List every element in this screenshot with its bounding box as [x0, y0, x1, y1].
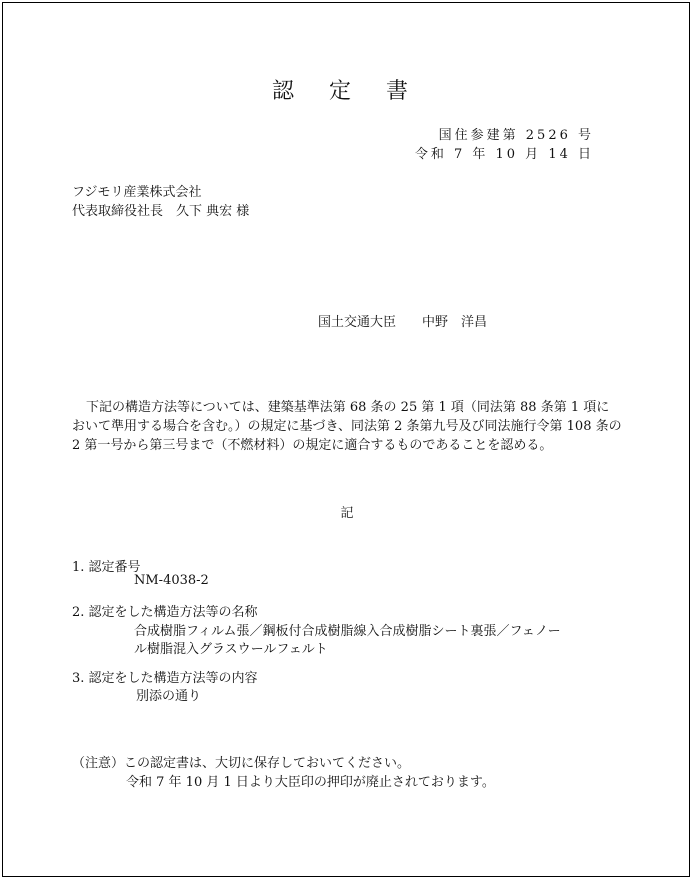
ki-heading: 記: [340, 506, 354, 521]
document-date: 令和 7 年 10 月 14 日: [414, 147, 594, 162]
document-number: 国住参建第 2526 号: [438, 128, 594, 143]
issuer-name: 国土交通大臣 中野 洋昌: [318, 315, 488, 330]
recipient-company: フジモリ産業株式会社: [72, 185, 202, 200]
document-title: 認 定 書: [272, 79, 422, 104]
item-3-label: 3. 認定をした構造方法等の内容: [72, 671, 258, 686]
item-3-value: 別添の通り: [136, 689, 202, 704]
item-2-value-line-1: 合成樹脂フィルム張／鋼板付合成樹脂線入合成樹脂シート裏張／フェノー: [134, 624, 561, 639]
certification-body: [72, 398, 622, 455]
certification-body-text: 下記の構造方法等については、建築基準法第 68 条の 25 第 1 項（同法第 88 条第 1 項において準用する場合を含む。）の規定に基づき、同法第 2 条第九号及び同法施行令第 108 条の 2 第一号から第三号まで（不燃材料）の規定に適合するものであることを認める。: [72, 400, 622, 453]
item-1-label: 1. 認定番号: [72, 560, 141, 575]
item-2-label: 2. 認定をした構造方法等の名称: [72, 605, 258, 620]
item-1-value: NM-4038-2: [134, 573, 209, 588]
item-2-value-line-2: ル樹脂混入グラスウールフェルト: [134, 642, 328, 657]
note-line-1: （注意）この認定書は、大切に保存しておいてください。: [72, 756, 411, 771]
note-line-2: 令和 7 年 10 月 1 日より大臣印の押印が廃止されております。: [126, 775, 495, 790]
recipient-representative: 代表取締役社長 久下 典宏 様: [72, 204, 250, 219]
